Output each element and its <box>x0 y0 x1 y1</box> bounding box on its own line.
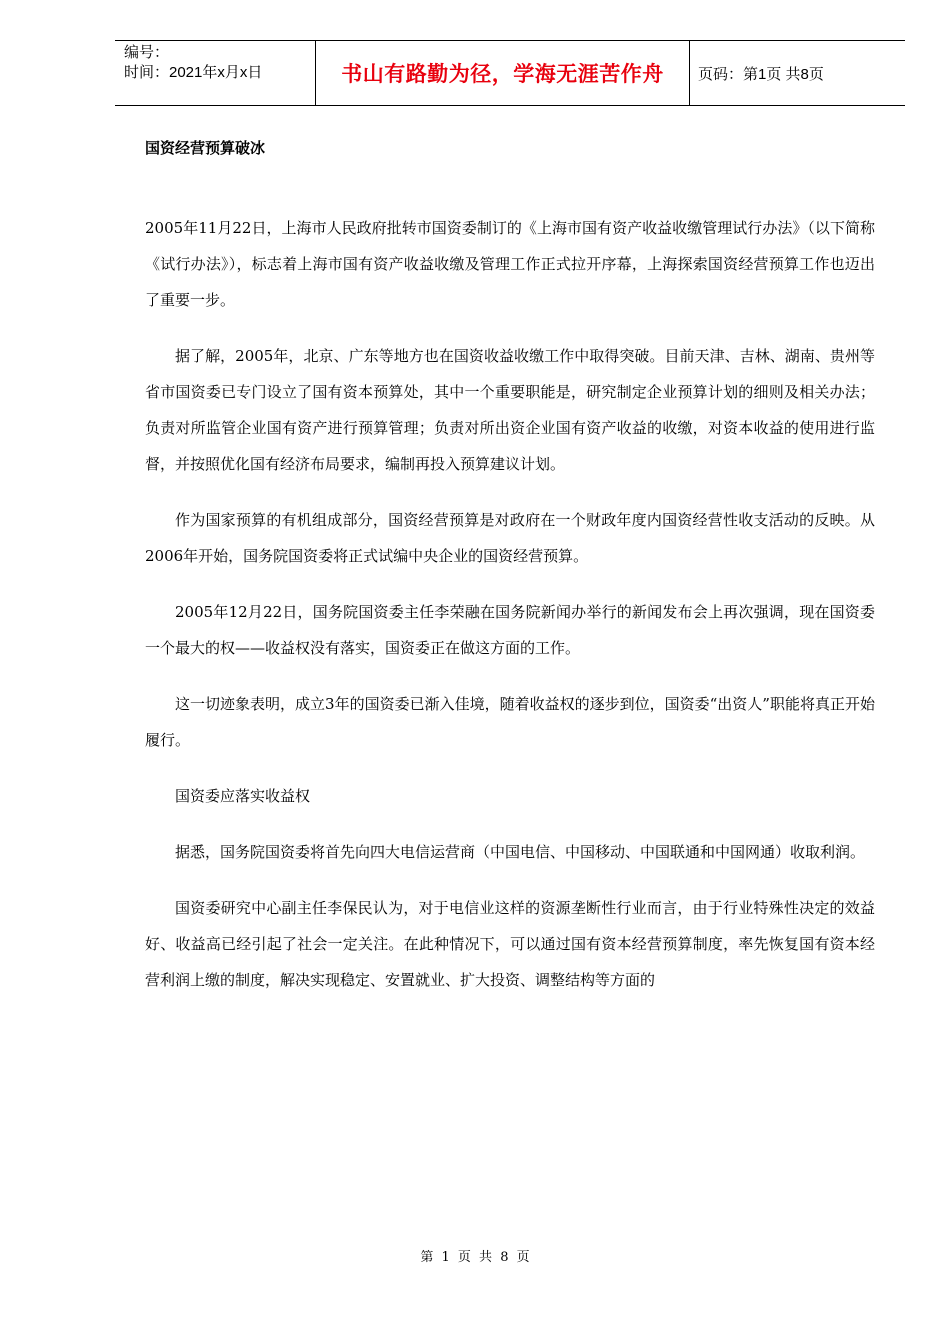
header-time-label: 时间：2021年x月x日 <box>124 64 263 81</box>
paragraph: 2005年12月22日，国务院国资委主任李荣融在国务院新闻办举行的新闻发布会上再次强调，现在国资委一个最大的权——收益权没有落实，国资委正在做这方面的工作。 <box>145 603 875 657</box>
section-heading: 国资委应落实收益权 <box>175 787 311 805</box>
document-body <box>145 210 875 1018</box>
paragraph: 2005年11月22日，上海市人民政府批转市国资委制订的《上海市国有资产收益收缴管理试行办法》（以下简称《试行办法》），标志着上海市国有资产收益收缴及管理工作正式拉开序幕，上海探索国资经营预算工作也迈出了重要一步。 <box>145 219 875 309</box>
paragraph: 据了解，2005年，北京、广东等地方也在国资收益收缴工作中取得突破。目前天津、吉林、湖南、贵州等省市国资委已专门设立了国有资本预算处，其中一个重要职能是，研究制定企业预算计划的细则及相关办法；负责对所监管企业国有资产进行预算管理；负责对所出资企业国有资产收益的收缴，对资本收益的使用进行监督，并按照优化国有经济布局要求，编制再投入预算建议计划。 <box>145 347 875 473</box>
paragraph: 国资委研究中心副主任李保民认为，对于电信业这样的资源垄断性行业而言，由于行业特殊性决定的效益好、收益高已经引起了社会一定关注。在此种情况下，可以通过国有资本经营预算制度，率先恢复国有资本经营利润上缴的制度，解决实现稳定、安置就业、扩大投资、调整结构等方面的 <box>145 899 875 989</box>
paragraph: 据悉，国务院国资委将首先向四大电信运营商（中国电信、中国移动、中国联通和中国网通）收取利润。 <box>175 843 866 861</box>
header-number-label: 编号： <box>124 44 170 61</box>
header-meta-cell <box>115 41 316 105</box>
header-motto: 书山有路勤为径，学海无涯苦作舟 <box>316 41 690 105</box>
document-title: 国资经营预算破冰 <box>145 139 266 157</box>
header-page-label: 页码：第1页 共8页 <box>698 65 824 83</box>
paragraph: 这一切迹象表明，成立3年的国资委已渐入佳境，随着收益权的逐步到位，国资委“出资人”职能将真正开始履行。 <box>145 695 875 749</box>
page-footer: 第 1 页 共 8 页 <box>420 1250 530 1265</box>
paragraph: 作为国家预算的有机组成部分，国资经营预算是对政府在一个财政年度内国资经营性收支活动的反映。从2006年开始，国务院国资委将正式试编中央企业的国资经营预算。 <box>145 511 875 565</box>
document-header <box>115 40 905 106</box>
